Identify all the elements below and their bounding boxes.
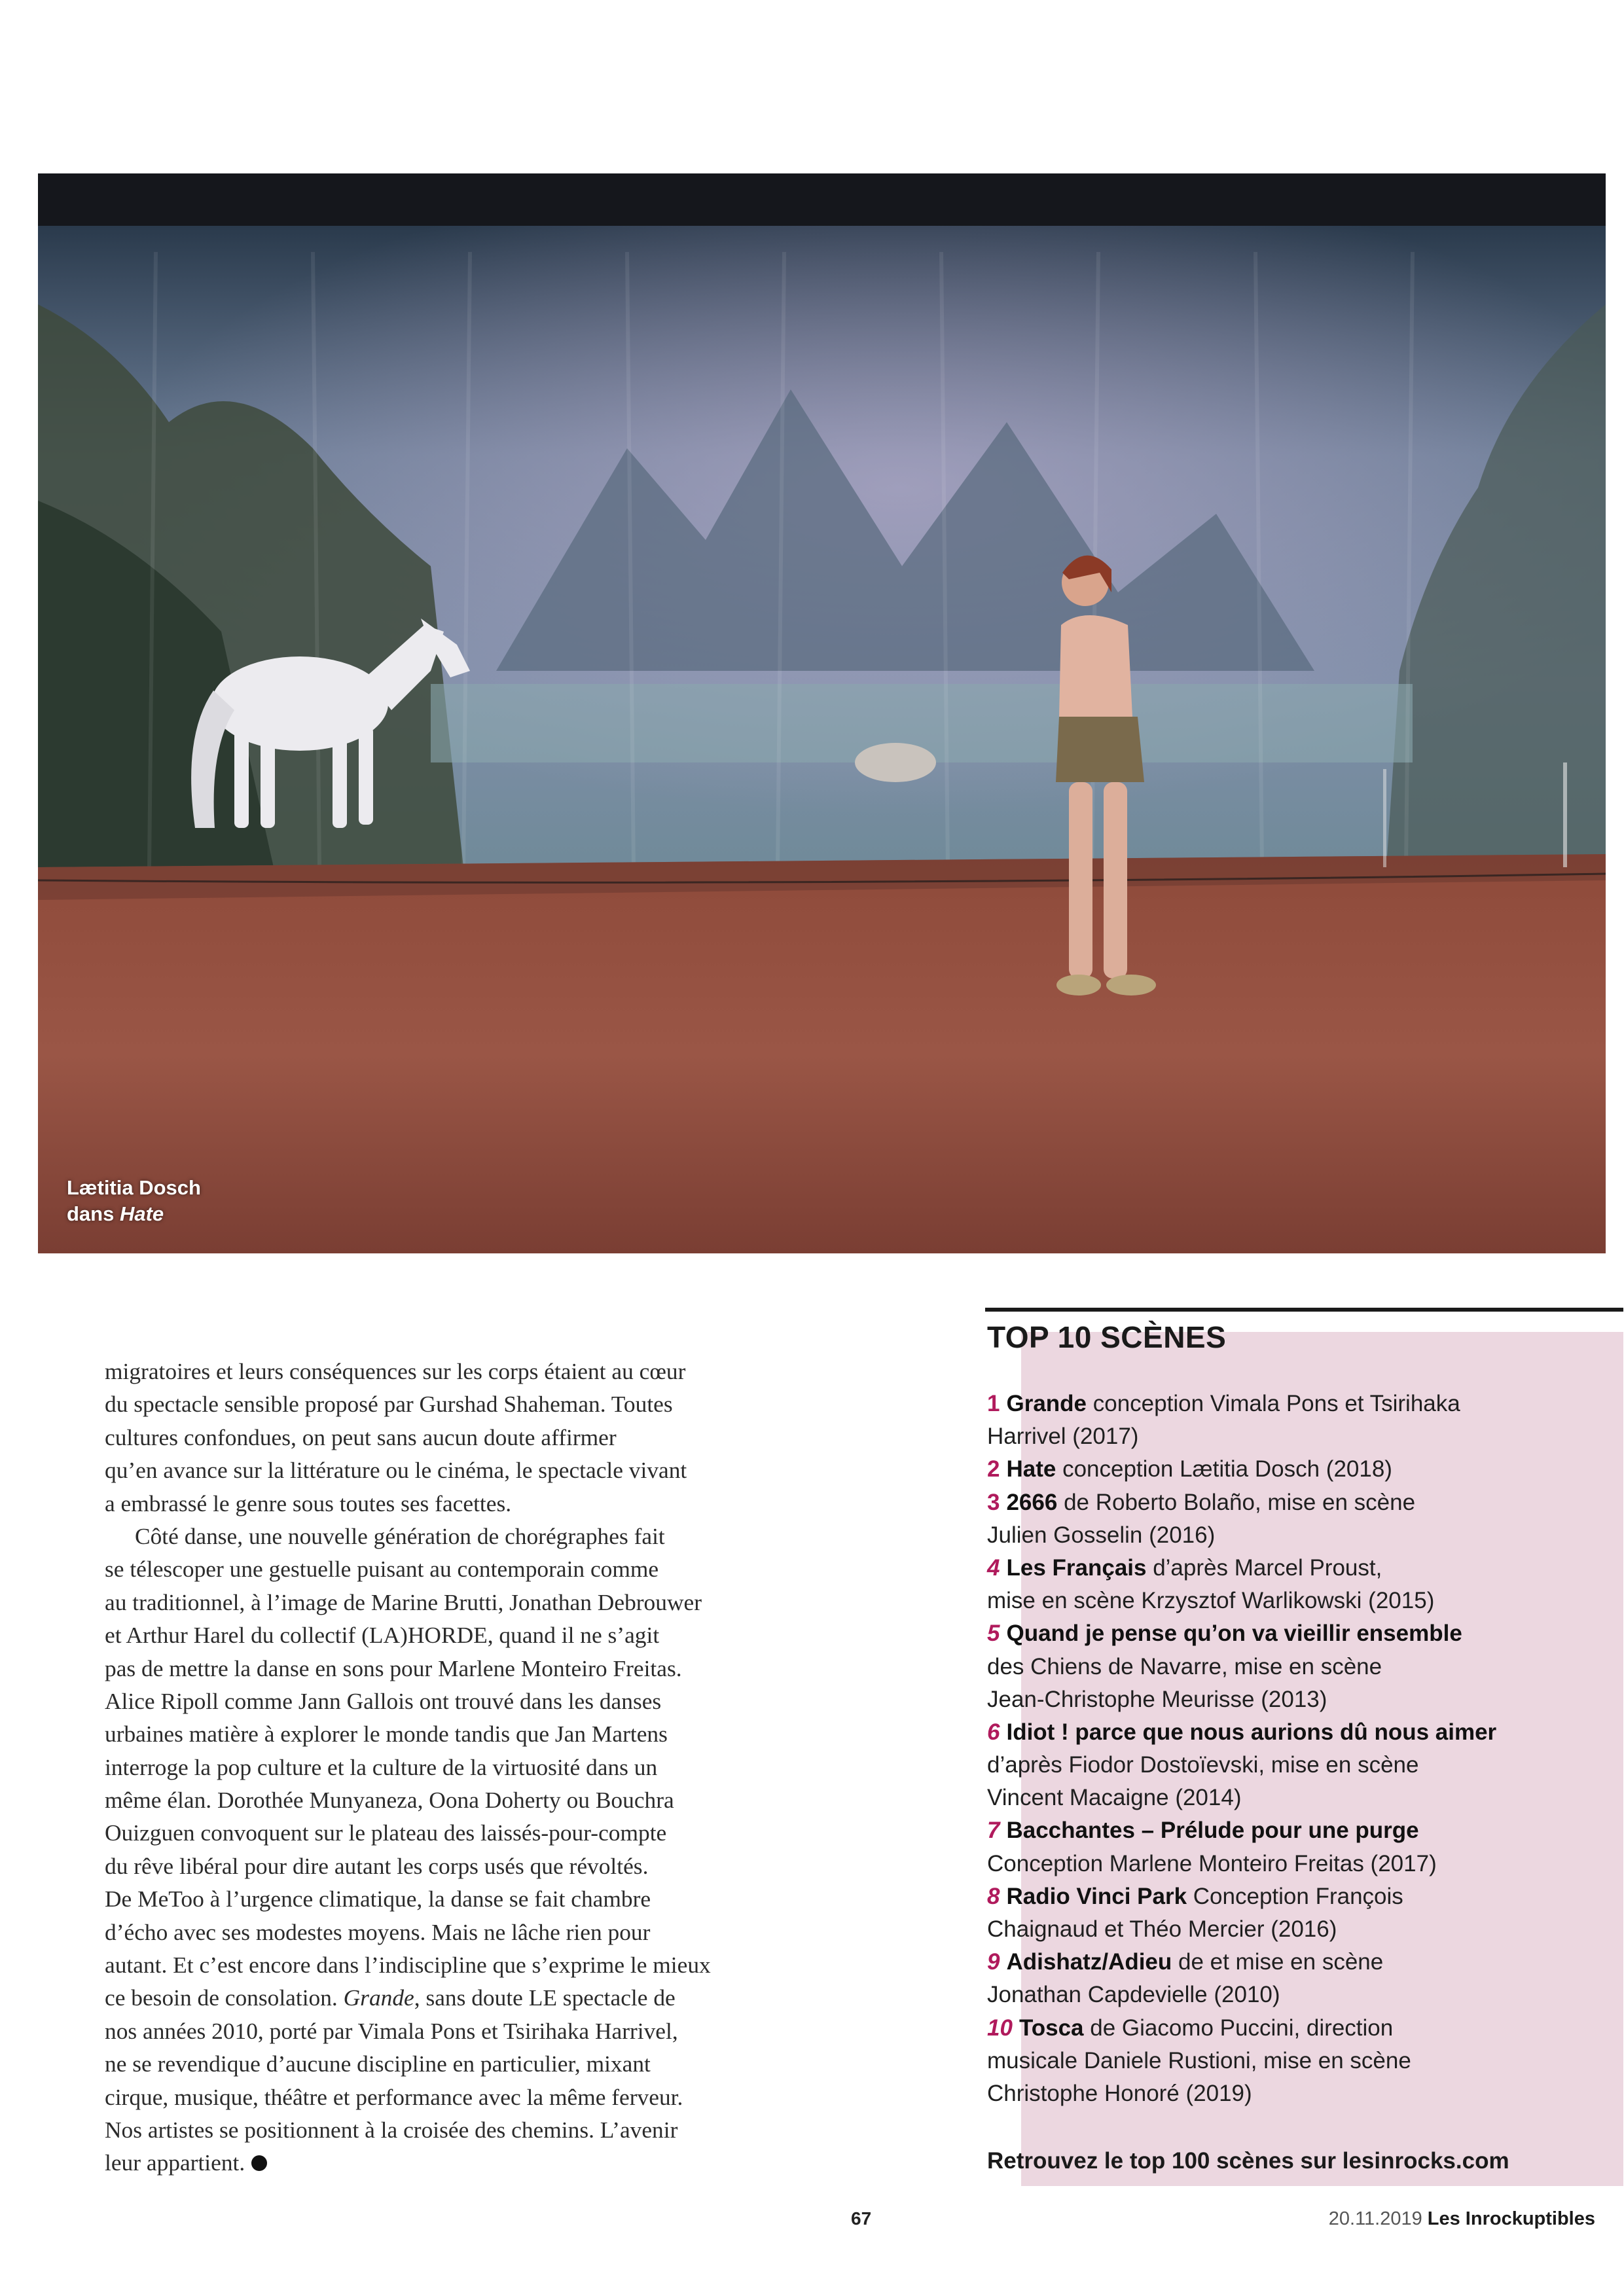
top10-credit: Conception François [1187,1883,1403,1909]
top10-line [987,1651,1609,1683]
article-line: Alice Ripoll comme Jann Gallois ont trouvé dans les danses [105,1687,662,1714]
top10-credit: Conception Marlene Monteiro Freitas (2017) [987,1850,1437,1876]
article-line: interroge la pop culture et la culture de la virtuosité dans un [105,1753,658,1780]
article-line: De MeToo à l’urgence climatique, la danse se fait chambre [105,1886,651,1912]
top10-line [987,1486,1609,1519]
stage-photo-illustration [38,173,1606,1253]
top10-title: TOP 10 SCÈNES [987,1320,1227,1354]
article-text: ce besoin de consolation. [105,1984,344,2011]
top10-credit: de Roberto Bolaño, mise en scène [1057,1489,1416,1515]
top10-rank: 3 [987,1489,1000,1515]
article-line: Nos artistes se positionnent à la croisée des chemins. L’avenir [105,2116,678,2143]
top10-show-title: Hate [1006,1456,1056,1482]
top10-show-title: Grande [1006,1391,1087,1416]
article-line: ne se revendique d’aucune discipline en particulier, mixant [105,2051,651,2077]
caption-show [67,1201,201,1227]
top10-credit: Jonathan Capdevielle (2010) [987,1982,1280,2008]
caption-show-title: Hate [119,1202,164,1225]
top10-line [987,1453,1609,1486]
top10-line [987,1946,1609,1979]
top10-rank: 6 [987,1719,1000,1745]
top10-credit: Vincent Macaigne (2014) [987,1785,1242,1811]
top10-rank: 8 [987,1883,1000,1909]
top10-line [987,1782,1609,1814]
end-mark-icon [251,2155,267,2171]
article-line: urbaines matière à explorer le monde tandis que Jan Martens [105,1721,668,1748]
article-line: même élan. Dorothée Munyaneza, Oona Doherty ou Bouchra [105,1787,674,1814]
article-line: cirque, musique, théâtre et performance avec la même ferveur. [105,2083,683,2110]
top10-credit: conception Vimala Pons et Tsirihaka [1087,1391,1460,1416]
top10-line [987,1585,1609,1617]
top10-credit: de Giacomo Puccini, direction [1083,2015,1394,2041]
article-line: au traditionnel, à l’image de Marine Brutti, Jonathan Debrouwer [105,1588,702,1615]
top10-line [987,1814,1609,1847]
top10-line [987,1683,1609,1716]
stage-photo [38,173,1606,1253]
top10-credit: des Chiens de Navarre, mise en scène [987,1653,1382,1679]
top10-credit: d’après Marcel Proust, [1146,1554,1382,1581]
top10-credit: de et mise en scène [1172,1949,1384,1975]
top10-line [987,2045,1609,2077]
top10-line [987,1848,1609,1880]
top10-show-title: 2666 [1006,1489,1058,1515]
top10-rank: 2 [987,1456,1000,1482]
article-line [105,1981,838,2014]
caption-name: Lætitia Dosch [67,1176,201,1199]
top10-credit: conception Lætitia Dosch (2018) [1056,1456,1392,1482]
top10-credit: Chaignaud et Théo Mercier (2016) [987,1916,1337,1942]
top10-rank: 10 [987,2015,1013,2041]
top10-footer-link[interactable]: Retrouvez le top 100 scènes sur lesinrocks.com [987,2148,1509,2174]
top10-line [987,1749,1609,1782]
top10-rank: 5 [987,1621,1000,1647]
photo-caption [67,1175,201,1227]
article-line: autant. Et c’est encore dans l’indiscipline que s’exprime le mieux [105,1952,711,1979]
top10-line [987,1880,1609,1913]
top10-credit: musicale Daniele Rustioni, mise en scène [987,2047,1411,2073]
top10-list [987,1388,1609,2110]
top10-show-title: Idiot ! parce que nous aurions dû nous aimer [1006,1719,1497,1745]
article-line: Côté danse, une nouvelle génération de chorégraphes fait [135,1522,665,1549]
top10-show-title: Tosca [1019,2015,1084,2041]
top10-line [987,2012,1609,2045]
article-line: d’écho avec ses modestes moyens. Mais ne lâche rien pour [105,1918,651,1945]
top10-line [987,1420,1609,1453]
issue-date: 20.11.2019 [1328,2208,1422,2229]
article-line: a embrassé le genre sous toutes ses facettes. [105,1490,512,1516]
top10-credit: mise en scène Krzysztof Warlikowski (2015) [987,1588,1435,1614]
top10-rank: 7 [987,1818,1000,1844]
top10-credit: Julien Gosselin (2016) [987,1522,1216,1548]
top10-show-title: Les Français [1006,1554,1147,1581]
top10-credit: Jean-Christophe Meurisse (2013) [987,1686,1327,1712]
top10-show-title: Radio Vinci Park [1006,1883,1187,1909]
article-line [105,2146,838,2179]
article-emphasis: Grande [343,1984,414,2011]
top10-line [987,1617,1609,1650]
article-text: leur appartient. [105,2149,245,2176]
top10-credit: Christophe Honoré (2019) [987,2080,1252,2106]
top10-line [987,1979,1609,2011]
top10-line [987,1716,1609,1749]
issue-info [1329,2208,1595,2230]
article-line: migratoires et leurs conséquences sur les corps étaient au cœur [105,1358,686,1384]
top10-rank: 1 [987,1391,1000,1416]
top10-line [987,1552,1609,1585]
top10-credit: Harrivel (2017) [987,1424,1139,1450]
article-body [105,1355,838,2179]
article-line: et Arthur Harel du collectif (LA)HORDE, quand il ne s’agit [105,1622,660,1649]
top10-rank: 9 [987,1949,1000,1975]
article-line: du rêve libéral pour dire autant les corps usés que révoltés. [105,1852,649,1879]
top10-show-title: Adishatz/Adieu [1006,1949,1172,1975]
top10-line [987,2077,1609,2110]
top10-rank: 4 [987,1554,1000,1581]
top10-rule [985,1308,1623,1312]
page-number: 67 [851,2208,872,2229]
article-line: se télescoper une gestuelle puisant au contemporain comme [105,1556,659,1583]
top10-line [987,1388,1609,1420]
top10-line [987,1913,1609,1946]
top10-line [987,1519,1609,1552]
top10-show-title: Bacchantes – Prélude pour une purge [1006,1818,1419,1844]
top10-credit: d’après Fiodor Dostoïevski, mise en scène [987,1752,1419,1778]
article-line: cultures confondues, on peut sans aucun doute affirmer [105,1424,617,1450]
article-line: du spectacle sensible proposé par Gurshad Shaheman. Toutes [105,1391,673,1418]
caption-prefix: dans [67,1202,120,1225]
article-line: Ouizguen convoquent sur le plateau des laissés-pour-compte [105,1820,667,1846]
magazine-name: Les Inrockuptibles [1427,2208,1595,2229]
article-text: , sans doute LE spectacle de [414,1984,676,2011]
article-line: qu’en avance sur la littérature ou le cinéma, le spectacle vivant [105,1457,687,1484]
top10-show-title: Quand je pense qu’on va vieillir ensemble [1006,1621,1462,1647]
article-line: pas de mettre la danse en sons pour Marlene Monteiro Freitas. [105,1655,682,1681]
article-line: nos années 2010, porté par Vimala Pons et Tsirihaka Harrivel, [105,2017,678,2044]
